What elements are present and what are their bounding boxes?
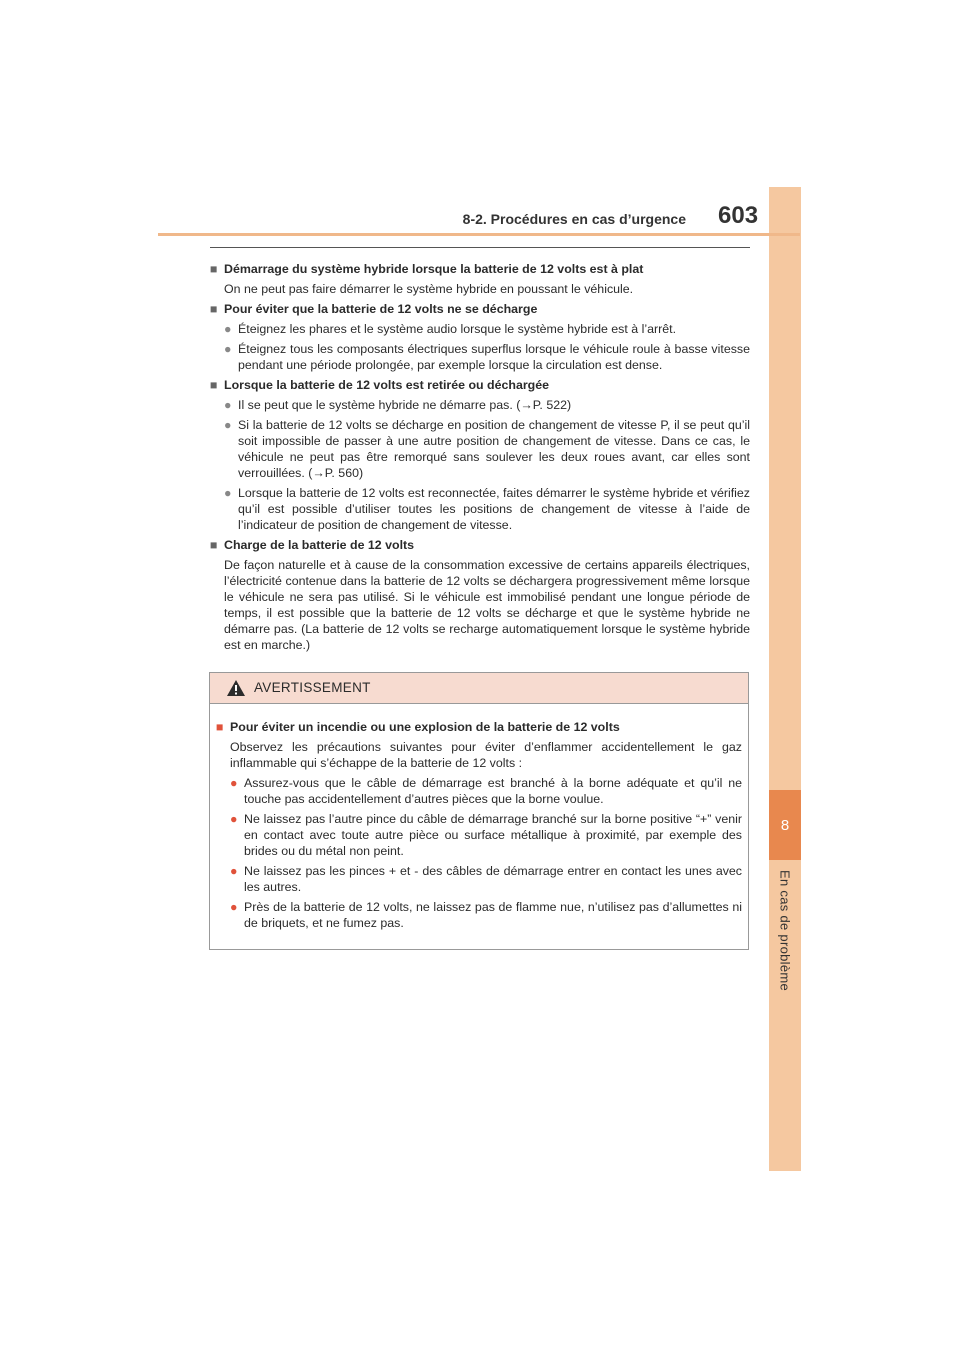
warning-body <box>210 704 748 931</box>
list-item: ● Près de la batterie de 12 volts, ne laissez pas de flamme nue, n’utilisez pas d’allumettes ni de briquets, et ne fumez pas. <box>230 900 742 930</box>
square-bullet-icon: ■ <box>210 262 218 276</box>
warning-text: Observez les précautions suivantes pour éviter d’enflammer accidentellement le gaz inflammable qui s’échappe de la batterie de 12 volts : <box>230 740 742 770</box>
section-heading: ■ Démarrage du système hybride lorsque la batterie de 12 volts est à plat <box>210 262 644 276</box>
list-item: ● Ne laissez pas les pinces + et - des câbles de démarrage entrer en contact les unes avec les autres. <box>230 864 742 894</box>
section-heading: ■ Pour éviter que la batterie de 12 volts ne se décharge <box>210 302 538 316</box>
chapter-label: En cas de problème <box>777 870 793 992</box>
content-top-rule <box>210 247 750 248</box>
bullet-icon: ● <box>230 776 238 790</box>
bullet-icon: ● <box>230 900 238 914</box>
section-heading: ■ Charge de la batterie de 12 volts <box>210 538 415 552</box>
bullet-icon: ● <box>230 864 238 878</box>
bullet-icon: ● <box>230 812 238 826</box>
list-item: ● Lorsque la batterie de 12 volts est reconnectée, faites démarrer le système hybride et vérifiez qu’il est possible d’utiliser toutes les positions de changement de vitesse à l’aide de l’indicateur de position de changement de vitesse. <box>224 486 750 532</box>
section-title: 8-2. Procédures en cas d’urgence <box>462 211 686 227</box>
warning-title: AVERTISSEMENT <box>254 680 371 695</box>
section-text: De façon naturelle et à cause de la consommation excessive de certains appareils électriques, l’électricité contenue dans la batterie de 12 volts se déchargera progressivement même lorsque le véhicule ne sera pas utilisé. Si le véhicule est immobilisé pendant une longue période de temps, il est possible que la batterie de 12 volts se décharge et que le système hybride ne démarre pas. (La batterie de 12 volts se recharge automatiquement lorsque le système hybride est en marche.) <box>224 558 750 652</box>
chapter-number: 8 <box>780 816 790 834</box>
warning-triangle-icon <box>226 679 246 697</box>
page-number: 603 <box>718 202 759 229</box>
square-bullet-icon: ■ <box>210 378 218 392</box>
bullet-icon: ● <box>224 322 232 336</box>
warning-box <box>209 672 749 950</box>
list-item: ● Si la batterie de 12 volts se décharge en position de changement de vitesse P, il se peut qu’il soit impossible de passer à une autre position de changement de vitesse. Dans ce cas, le véhicule ne peut pas être remorqué sans soulever les deux roues avant, car elles sont verrouillées. (→P. 560) <box>224 418 750 480</box>
bullet-icon: ● <box>224 398 232 412</box>
bullet-icon: ● <box>224 342 232 356</box>
warning-heading: ■ Pour éviter un incendie ou une explosion de la batterie de 12 volts <box>216 720 620 734</box>
header-rule <box>158 233 800 236</box>
section-text: On ne peut pas faire démarrer le système hybride en poussant le véhicule. <box>224 282 634 296</box>
list-item: ● Ne laissez pas l’autre pince du câble de démarrage branché sur la borne positive “+” venir en contact avec toute autre pièce ou surface métallique à proximité, par exemple des brides ou du métal non peint. <box>230 812 742 858</box>
square-bullet-icon: ■ <box>216 720 224 734</box>
content-body <box>210 258 750 657</box>
bullet-icon: ● <box>224 418 232 432</box>
square-bullet-icon: ■ <box>210 538 218 552</box>
list-item: ● Éteignez tous les composants électriques superflus lorsque le véhicule roule à basse vitesse pendant une période prolongée, par exemple lorsque la circulation est dense. <box>224 342 750 372</box>
section-heading: ■ Lorsque la batterie de 12 volts est retirée ou déchargée <box>210 378 550 392</box>
chapter-number-tab[interactable] <box>769 790 801 860</box>
list-item: ● Assurez-vous que le câble de démarrage est branché à la borne adéquate et qu’il ne touche pas accidentellement d’autres pièces que la borne voulue. <box>230 776 742 806</box>
chapter-sidebar <box>769 187 801 1171</box>
square-bullet-icon: ■ <box>210 302 218 316</box>
list-item: ● Éteignez les phares et le système audio lorsque le système hybride est à l’arrêt. <box>224 322 677 336</box>
list-item: ● Il se peut que le système hybride ne démarre pas. (→P. 522) <box>224 398 572 412</box>
bullet-icon: ● <box>224 486 232 500</box>
warning-header <box>210 673 748 704</box>
